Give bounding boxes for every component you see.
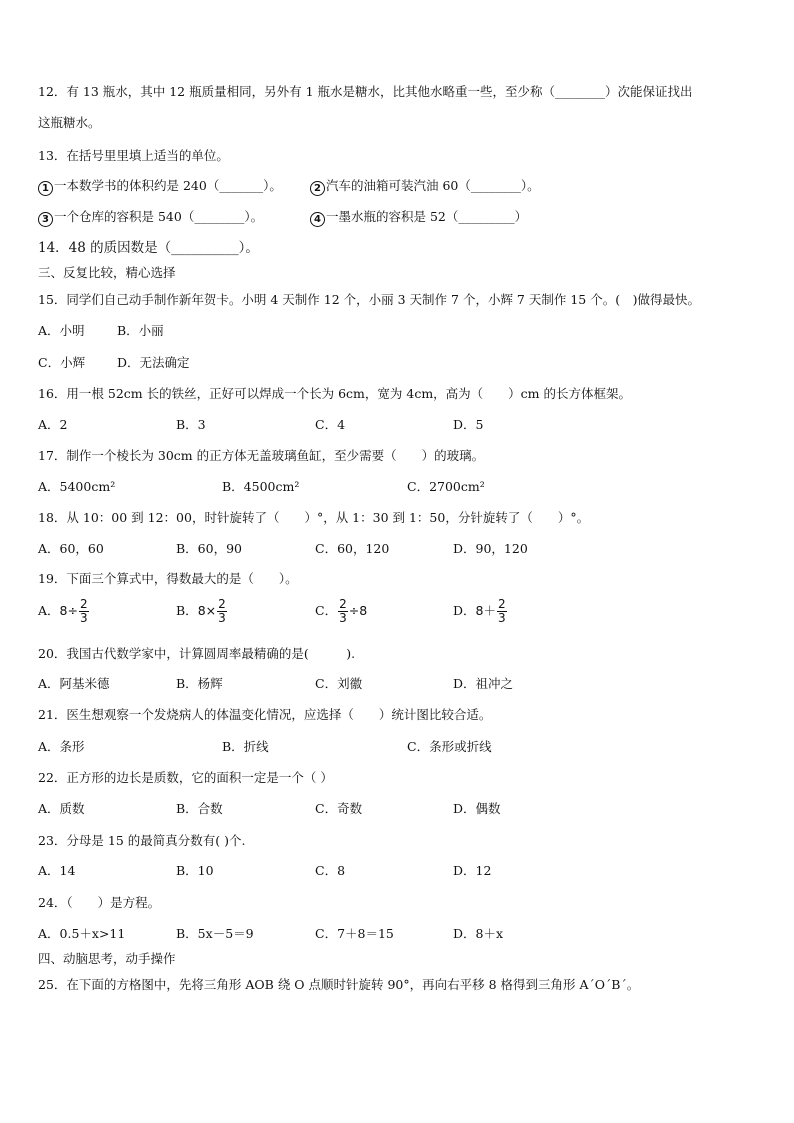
question-24-stem: 24．（ ）是方程。 (38, 895, 161, 910)
question-16-stem: 16．用一根 52cm 长的铁丝，正好可以焊成一个长为 6cm，宽为 4cm，高为（ ）cm 的长方体框架。 (38, 386, 632, 401)
question-23-option-d[interactable]: D．12 (453, 863, 492, 878)
circled-number-1: 1 (38, 181, 53, 196)
question-23-option-c[interactable]: C．8 (315, 863, 346, 878)
question-19-stem: 19．下面三个算式中，得数最大的是（ ）。 (38, 571, 298, 586)
question-22-option-a[interactable]: A．质数 (38, 801, 85, 816)
circled-number-4: 4 (310, 212, 325, 227)
question-25-stem: 25．在下面的方格图中，先将三角形 AOB 绕 O 点顺时针旋转 90°，再向右平移 8 格得到三角形 A´O´B´。 (38, 977, 640, 992)
question-21-option-a[interactable]: A．条形 (38, 739, 85, 754)
question-15-option-a[interactable]: A．小明 (38, 323, 85, 338)
question-18-option-a[interactable]: A．60，60 (38, 541, 104, 556)
question-22-option-c[interactable]: C．奇数 (315, 801, 363, 816)
question-21-option-c[interactable]: C．条形或折线 (407, 739, 492, 754)
question-24-option-b[interactable]: B．5x－5＝9 (176, 926, 254, 941)
fraction-two-thirds: $\frac{2}{3}$ (218, 597, 226, 625)
fraction-two-thirds: $\frac{2}{3}$ (339, 597, 347, 625)
question-12-line-1: 12．有 13 瓶水，其中 12 瓶质量相同，另外有 1 瓶水是糖水，比其他水略重一些，至少称（________）次能保证找出 (38, 84, 693, 99)
question-17-stem: 17．制作一个棱长为 30cm 的正方体无盖玻璃鱼缸，至少需要（ ）的玻璃。 (38, 448, 485, 463)
question-23-stem: 23．分母是 15 的最简真分数有( )个. (38, 833, 246, 848)
question-19-option-d[interactable]: D．8＋ $\frac{2}{3}$ (453, 597, 506, 625)
question-15-option-c[interactable]: C．小辉 (38, 355, 86, 370)
circled-number-2: 2 (310, 181, 325, 196)
question-17-option-b[interactable]: B．4500cm² (222, 479, 300, 494)
question-13-stem: 13．在括号里里填上适当的单位。 (38, 148, 229, 163)
question-16-option-d[interactable]: D．5 (453, 417, 484, 432)
question-19-option-a[interactable]: A．8÷ $\frac{2}{3}$ (38, 597, 88, 625)
question-15-option-d[interactable]: D．无法确定 (117, 355, 190, 370)
fraction-two-thirds: $\frac{2}{3}$ (497, 597, 506, 625)
question-16-option-b[interactable]: B．3 (176, 417, 206, 432)
fraction-two-thirds: $\frac{2}{3}$ (79, 597, 88, 625)
question-23-option-a[interactable]: A．14 (38, 863, 76, 878)
question-17-option-a[interactable]: A．5400cm² (38, 479, 116, 494)
question-20-option-a[interactable]: A．阿基米德 (38, 676, 110, 691)
question-14: 14．48 的质因数是（__________）。 (38, 240, 259, 256)
question-20-option-b[interactable]: B．杨辉 (176, 676, 223, 691)
question-15-option-b[interactable]: B．小丽 (117, 323, 164, 338)
question-17-option-c[interactable]: C．2700cm² (407, 479, 485, 494)
question-18-option-d[interactable]: D．90，120 (453, 541, 528, 556)
question-22-stem: 22．正方形的边长是质数，它的面积一定是一个（ ） (38, 770, 333, 785)
question-22-option-b[interactable]: B．合数 (176, 801, 223, 816)
section-4-heading: 四、动脑思考，动手操作 (38, 951, 176, 966)
question-12-line-2: 这瓶糖水。 (38, 115, 101, 130)
question-22-option-d[interactable]: D．偶数 (453, 801, 501, 816)
question-23-option-b[interactable]: B．10 (176, 863, 214, 878)
question-18-stem: 18．从 10：00 到 12：00，时针旋转了（ ）°，从 1：30 到 1：50，分针旋转了（ ）°。 (38, 510, 590, 525)
question-16-option-c[interactable]: C．4 (315, 417, 346, 432)
question-13-item-1: 1 一本数学书的体积约是 240（_______）。 (38, 178, 282, 196)
question-24-option-d[interactable]: D．8＋x (453, 926, 504, 941)
question-19-option-b[interactable]: B．8× $\frac{2}{3}$ (176, 597, 226, 625)
question-13-item-4: 4 一墨水瓶的容积是 52（_________） (310, 209, 527, 227)
question-21-option-b[interactable]: B．折线 (222, 739, 269, 754)
question-20-option-c[interactable]: C．刘徽 (315, 676, 363, 691)
question-15-stem: 15．同学们自己动手制作新年贺卡。小明 4 天制作 12 个，小丽 3 天制作 7 个，小辉 7 天制作 15 个。( )做得最快。 (38, 292, 700, 307)
question-20-option-d[interactable]: D．祖冲之 (453, 676, 514, 691)
question-18-option-b[interactable]: B．60，90 (176, 541, 242, 556)
question-18-option-c[interactable]: C．60，120 (315, 541, 390, 556)
question-19-option-c[interactable]: C． $\frac{2}{3}$ ÷8 (315, 597, 368, 625)
question-20-stem: 20．我国古代数学家中，计算圆周率最精确的是( ). (38, 646, 356, 661)
question-24-option-c[interactable]: C．7＋8＝15 (315, 926, 394, 941)
question-21-stem: 21．医生想观察一个发烧病人的体温变化情况，应选择（ ）统计图比较合适。 (38, 707, 492, 722)
circled-number-3: 3 (38, 212, 53, 227)
question-16-option-a[interactable]: A．2 (38, 417, 68, 432)
question-13-item-3: 3 一个仓库的容积是 540（________）。 (38, 209, 263, 227)
question-24-option-a[interactable]: A．0.5＋x>11 (38, 926, 126, 941)
section-3-heading: 三、反复比较，精心选择 (38, 265, 176, 280)
question-13-item-2: 2 汽车的油箱可装汽油 60（________）。 (310, 178, 540, 196)
